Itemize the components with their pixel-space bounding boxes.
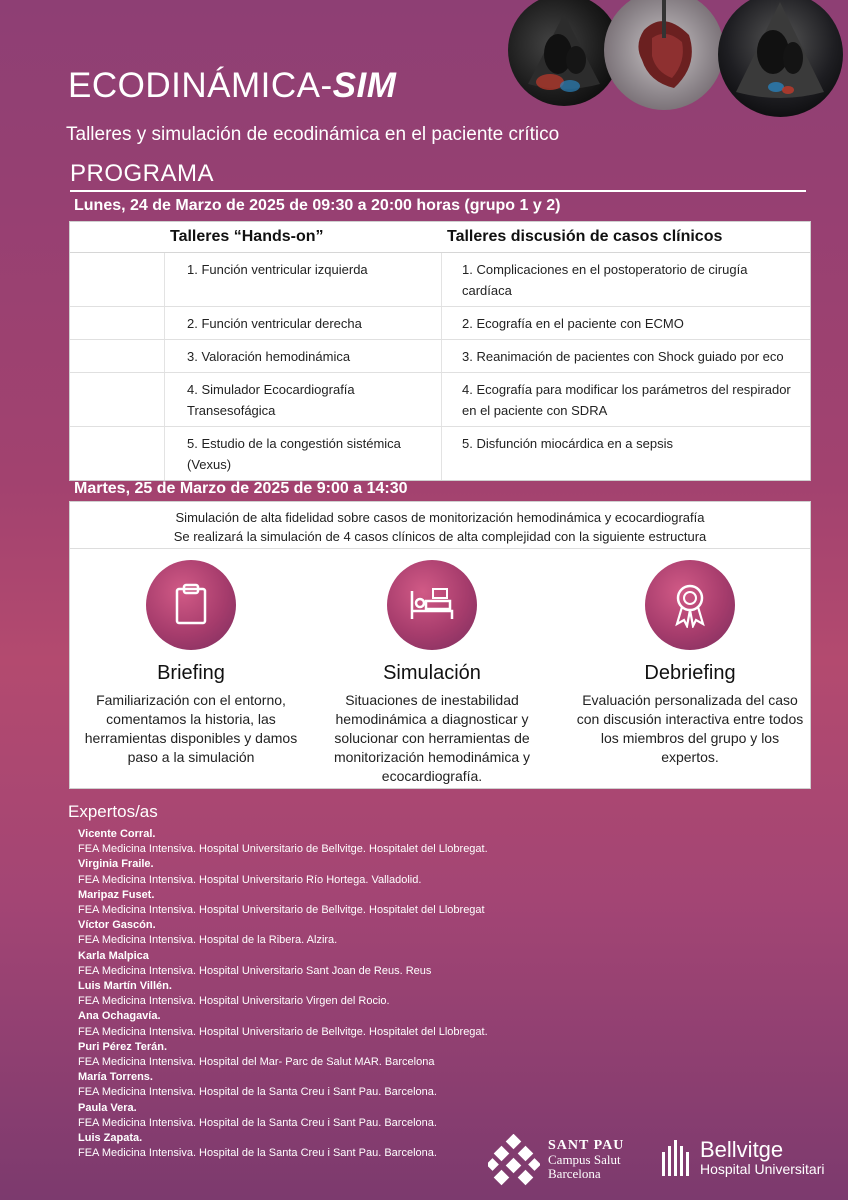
table-row <box>70 253 810 307</box>
experts-list <box>78 827 598 1161</box>
case-item: 2. Ecografía en el paciente con ECMO <box>462 316 684 331</box>
phase-simulacion <box>317 560 547 786</box>
workshop-item: 1. Función ventricular izquierda <box>165 253 442 306</box>
bellvitge-logo <box>660 1138 824 1178</box>
intro-line: Simulación de alta fidelidad sobre casos de monitorización hemodinámica y ecocardiografía <box>175 510 705 525</box>
phase-description: Situaciones de inestabilidad hemodinámica a diagnosticar y solucionar con herramientas de monitorización hemodinámica y ecocardiografía. <box>333 692 531 784</box>
expert-role: FEA Medicina Intensiva. Hospital del Mar- Parc de Salut MAR. Barcelona <box>78 1056 435 1069</box>
expert-role: FEA Medicina Intensiva. Hospital Universitario de Bellvitge. Hospitalet del Llobregat. <box>78 843 488 856</box>
page-title: ECODINÁMICA-SIM <box>68 66 397 105</box>
experts-title: Expertos/as <box>68 802 158 821</box>
simulation-panel <box>69 501 811 789</box>
workshop-item: 2. Función ventricular derecha <box>165 307 442 339</box>
phase-description: Evaluación personalizada del caso con discusión interactiva entre todos los miembros del grupo y los expertos. <box>576 692 804 765</box>
phase-title: Simulación <box>383 662 481 684</box>
expert-name: Víctor Gascón. <box>78 919 156 932</box>
table-row <box>70 427 810 480</box>
bellvitge-name: Bellvitge <box>700 1137 784 1162</box>
case-item: 3. Reanimación de pacientes con Shock guiado por eco <box>462 349 784 364</box>
phase-description: Familiarización con el entorno, comentamos la historia, las herramientas disponibles y damos paso a la simulación <box>84 692 298 765</box>
expert-name: Luis Martín Villén. <box>78 980 172 993</box>
workshop-item: 3. Valoración hemodinámica <box>165 340 442 372</box>
clipboard-icon <box>146 560 236 650</box>
hero-images <box>508 0 848 120</box>
column-header-hands-on: Talleres “Hands-on” <box>170 228 324 245</box>
page-subtitle: Talleres y simulación de ecodinámica en el paciente crítico <box>66 124 560 145</box>
expert-name: Virginia Fraile. <box>78 858 154 871</box>
workshop-item: 4. Simulador Ecocardiografía Transesofágica <box>165 373 442 426</box>
expert-role: FEA Medicina Intensiva. Hospital Universitario Río Hortega. Valladolid. <box>78 873 422 886</box>
bellvitge-mark-icon <box>660 1138 694 1178</box>
table-spacer <box>70 253 165 306</box>
bellvitge-subtitle: Hospital Universitari <box>700 1161 825 1177</box>
echo-image-right <box>718 0 843 117</box>
expert-name: Ana Ochagavía. <box>78 1010 161 1023</box>
intro-line: Se realizará la simulación de 4 casos clínicos de alta complejidad con la siguiente estructura <box>173 529 707 544</box>
case-item: 5. Disfunción miocárdica en a sepsis <box>462 436 673 451</box>
day1-heading: Lunes, 24 de Marzo de 2025 de 09:30 a 20:00 horas (grupo 1 y 2) <box>74 197 561 214</box>
hospital-bed-icon <box>387 560 477 650</box>
expert-role: FEA Medicina Intensiva. Hospital de la Santa Creu i Sant Pau. Barcelona. <box>78 1116 437 1129</box>
table-spacer <box>70 340 165 372</box>
expert-role: FEA Medicina Intensiva. Hospital Universitario Sant Joan de Reus. Reus <box>78 964 432 977</box>
expert-role: FEA Medicina Intensiva. Hospital Universitario Virgen del Rocio. <box>78 995 390 1008</box>
expert-name: Karla Malpica <box>78 949 149 962</box>
expert-name: Puri Pérez Terán. <box>78 1040 168 1053</box>
table-spacer <box>70 373 165 426</box>
expert-name: Paula Vera. <box>78 1101 137 1114</box>
expert-role: FEA Medicina Intensiva. Hospital de la Santa Creu i Sant Pau. Barcelona. <box>78 1147 437 1160</box>
phase-debriefing <box>575 560 805 767</box>
expert-name: Maripaz Fuset. <box>78 888 155 901</box>
santpau-logo <box>488 1134 624 1186</box>
table-row <box>70 307 810 340</box>
expert-name: Luis Zapata. <box>78 1132 143 1145</box>
expert-name: Vicente Corral. <box>78 828 156 840</box>
table-header <box>70 222 810 253</box>
phase-title: Debriefing <box>644 662 736 684</box>
expert-role: FEA Medicina Intensiva. Hospital de la Ribera. Alzira. <box>78 934 338 947</box>
case-item: 1. Complicaciones en el postoperatorio de cirugía cardíaca <box>462 262 748 298</box>
column-header-casos: Talleres discusión de casos clínicos <box>447 228 723 245</box>
table-spacer <box>70 307 165 339</box>
section-title: PROGRAMA <box>70 160 806 192</box>
phase-title: Briefing <box>157 662 225 684</box>
table-row <box>70 340 810 373</box>
expert-role: FEA Medicina Intensiva. Hospital de la Santa Creu i Sant Pau. Barcelona. <box>78 1086 437 1099</box>
santpau-campus: Campus Salut <box>548 1152 621 1167</box>
day1-schedule-table <box>69 221 811 481</box>
phase-briefing <box>76 560 306 767</box>
santpau-mark-icon <box>488 1134 540 1186</box>
simulation-intro <box>70 502 810 549</box>
table-row <box>70 373 810 427</box>
case-item: 4. Ecografía para modificar los parámetros del respirador en el paciente con SDRA <box>462 382 791 418</box>
table-spacer <box>70 427 165 480</box>
heart-model-image <box>604 0 724 110</box>
workshop-item: 5. Estudio de la congestión sistémica (Vexus) <box>165 427 442 480</box>
day2-heading: Martes, 25 de Marzo de 2025 de 9:00 a 14:30 <box>74 480 408 497</box>
santpau-name: SANT PAU <box>548 1138 625 1153</box>
santpau-city: Barcelona <box>548 1166 601 1181</box>
expert-name: María Torrens. <box>78 1071 153 1084</box>
expert-role: FEA Medicina Intensiva. Hospital Universitario de Bellvitge. Hospitalet del Llobregat <box>78 904 485 917</box>
expert-role: FEA Medicina Intensiva. Hospital Universitario de Bellvitge. Hospitalet del Llobregat. <box>78 1025 488 1038</box>
award-icon <box>645 560 735 650</box>
